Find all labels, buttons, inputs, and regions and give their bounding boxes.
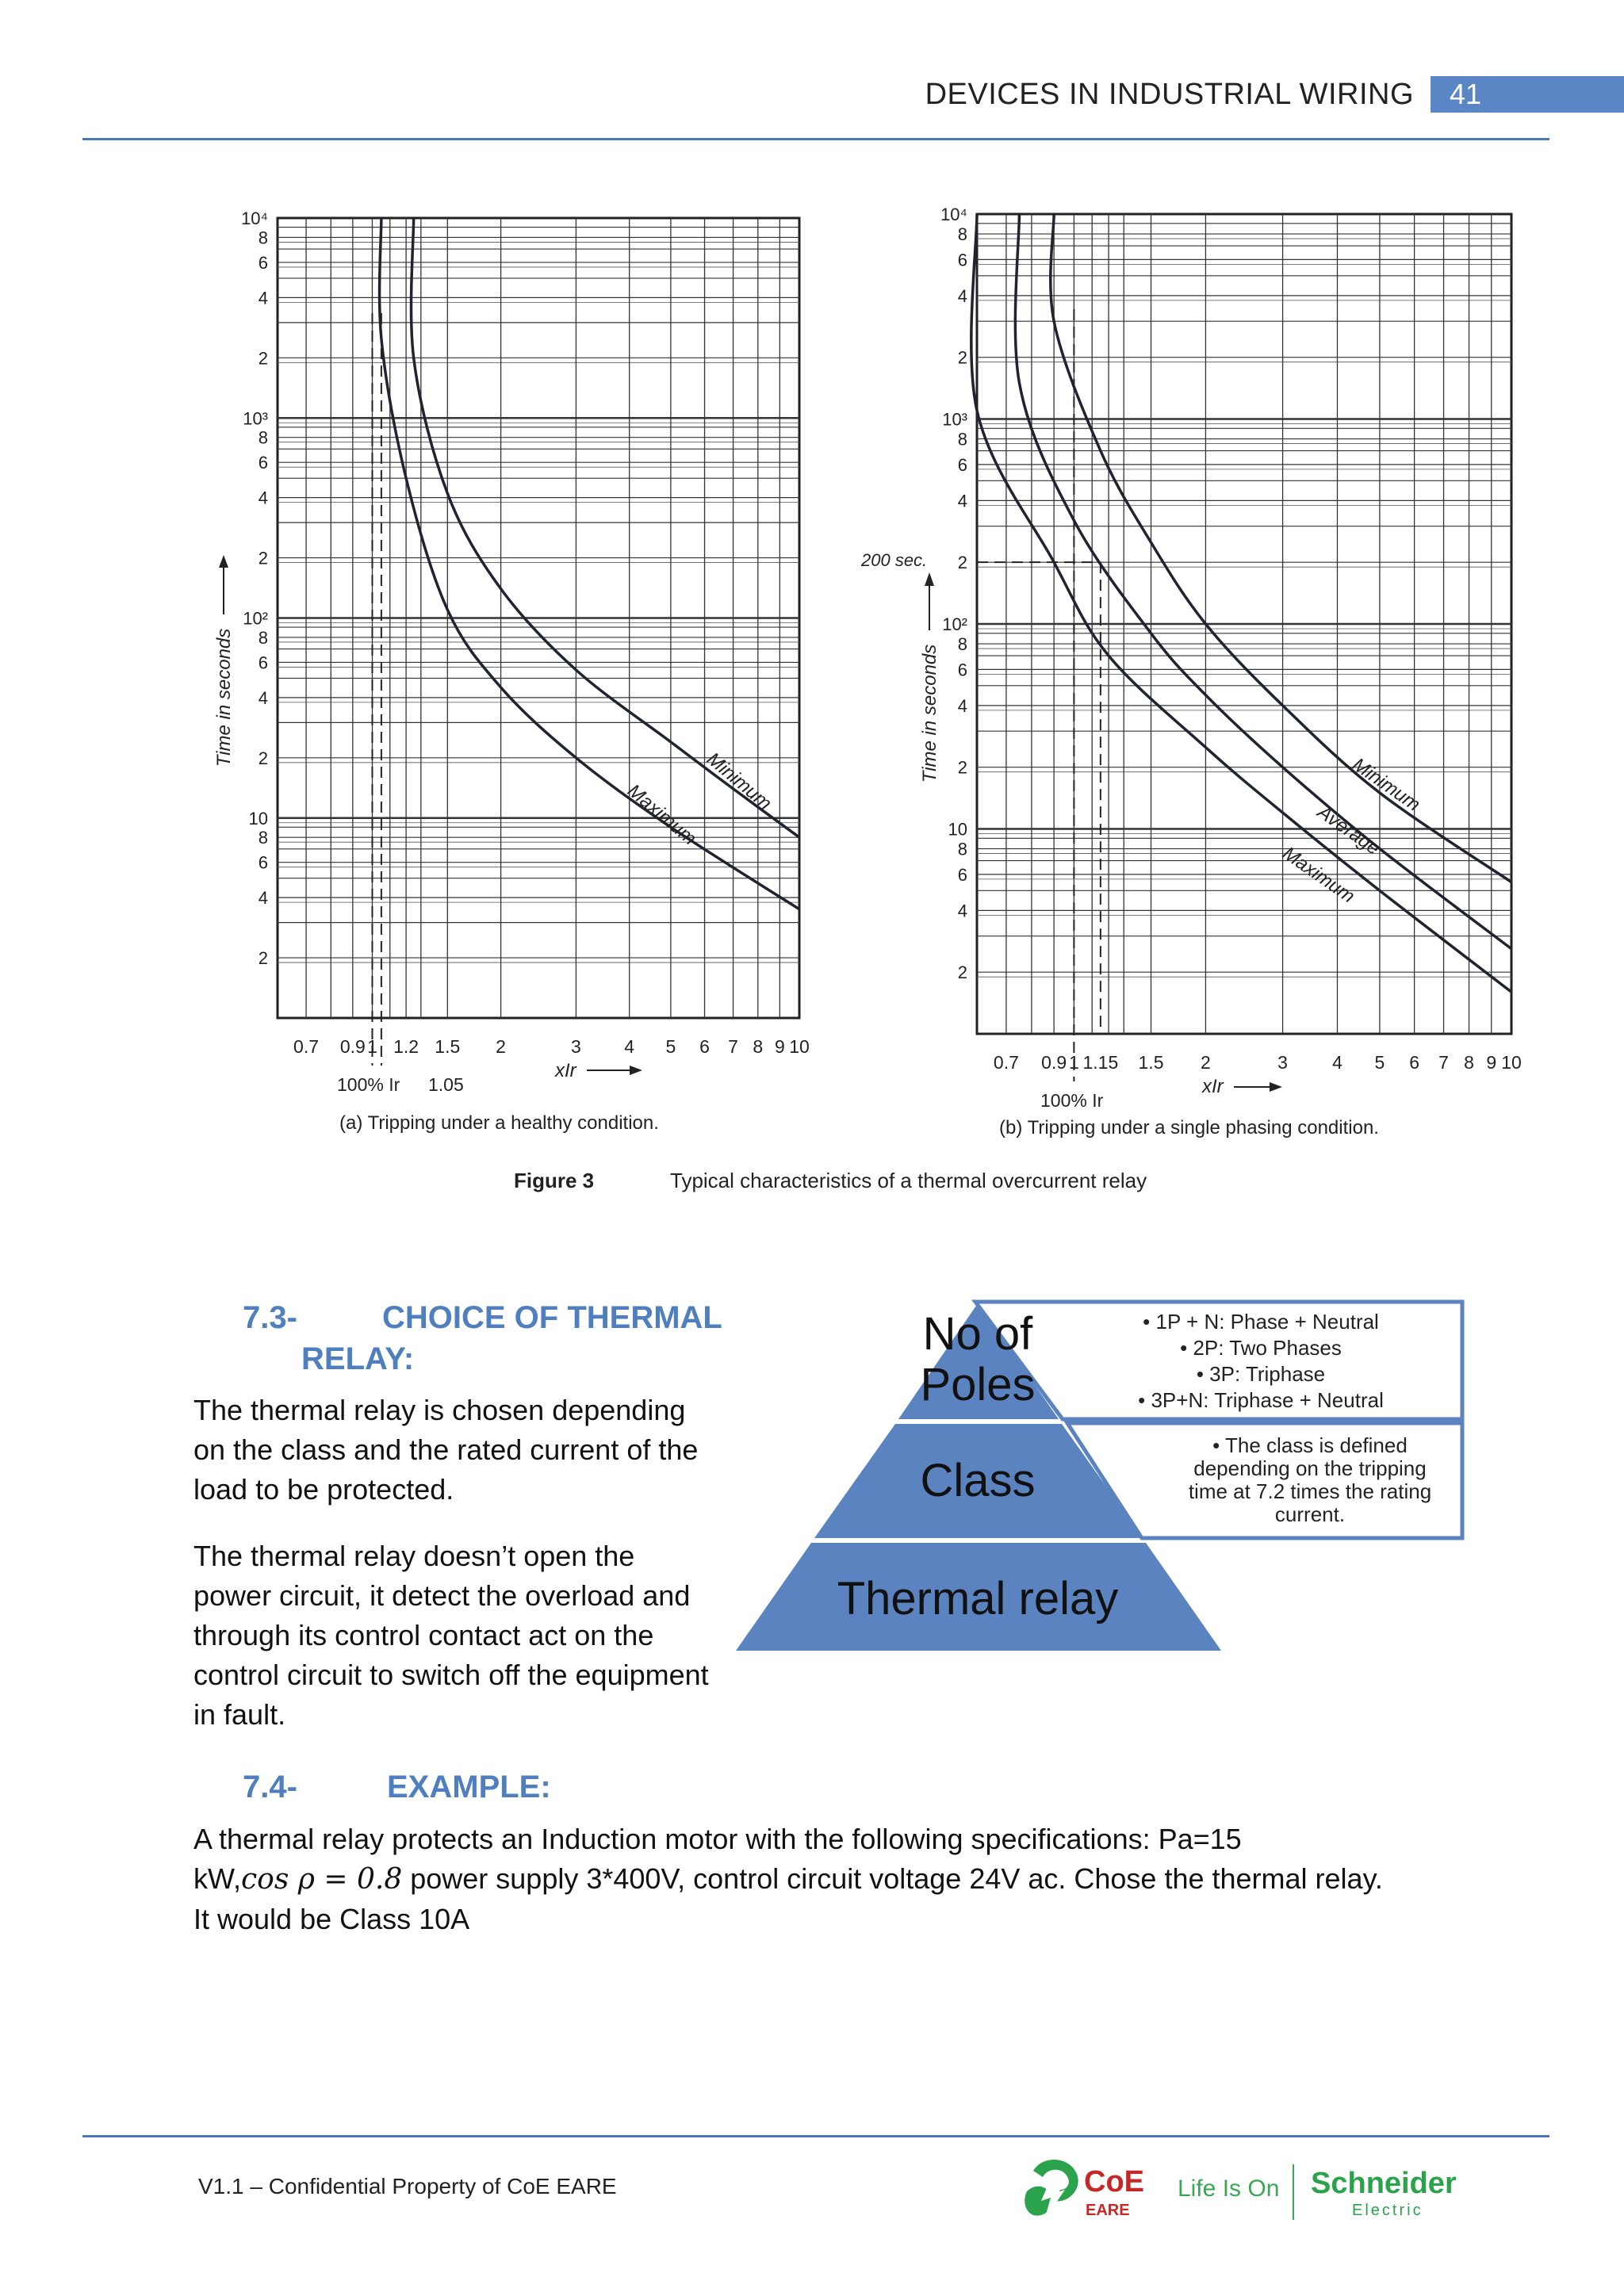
y-tick-label-b: 8 <box>957 839 967 859</box>
y-tick-label-b: 4 <box>957 285 967 306</box>
marker-100-a: 100% Ir <box>337 1074 400 1095</box>
section-7-4-number: 7.4- <box>243 1770 297 1804</box>
section-7-3-title-line1: CHOICE OF THERMAL <box>382 1300 722 1335</box>
y-tick-label-a: 2 <box>258 948 268 969</box>
x-tick-label-b: 2 <box>1201 1052 1211 1073</box>
life-is-on-tagline: Life Is On <box>1178 2175 1280 2202</box>
example-line-1: A thermal relay protects an Induction motor with the following specifications: Pa=15 <box>193 1823 1242 1855</box>
coe-logo-icon <box>1025 2160 1078 2220</box>
x-tick-label-b: 6 <box>1409 1052 1420 1073</box>
pyramid-middle-label: Class <box>920 1455 1036 1506</box>
y-tick-label-a: 4 <box>258 888 268 909</box>
x-axis-label-b: xIr <box>1202 1076 1224 1097</box>
curve-label-average-b: Average <box>1313 801 1384 859</box>
curve-label-minimum-a: Minimum <box>703 748 776 815</box>
x-tick-label-b: 7 <box>1438 1052 1449 1073</box>
y-tick-label-a: 10³ <box>243 408 268 429</box>
x-tick-label-b: 3 <box>1277 1052 1288 1073</box>
y-tick-label-a: 4 <box>258 488 268 508</box>
y-tick-label-b: 4 <box>957 491 967 511</box>
figure-label: Figure 3 <box>514 1169 595 1192</box>
x-tick-label-a: 9 <box>774 1036 785 1057</box>
y-tick-label-b: 6 <box>957 864 967 885</box>
y-tick-label-b: 10³ <box>942 409 967 430</box>
pyramid-top-label-line2: Poles <box>920 1359 1036 1410</box>
x-tick-label-a: 1 <box>367 1036 377 1057</box>
y-axis-label-b: Time in seconds <box>919 644 940 783</box>
y-tick-label-a: 8 <box>258 627 268 648</box>
poles-bullet-4: • 3P+N: Triphase + Neutral <box>1138 1388 1384 1412</box>
chart-panel-b <box>940 205 1522 1081</box>
x-tick-label-a: 0.7 <box>293 1036 320 1057</box>
x-tick-label-b: 9 <box>1486 1052 1497 1073</box>
x-tick-label-b: 10 <box>1501 1052 1522 1073</box>
curve-maximum-a <box>380 218 799 909</box>
marker-200-sec: 200 sec. <box>861 550 928 570</box>
caption-panel-a: (a) Tripping under a healthy condition. <box>339 1112 659 1134</box>
section-7-3-number: 7.3- <box>243 1300 297 1335</box>
y-tick-label-b: 8 <box>957 634 967 655</box>
example-line-3: It would be Class 10A <box>193 1903 470 1935</box>
marker-105-a: 1.05 <box>428 1074 464 1095</box>
x-tick-label-b: 5 <box>1374 1052 1385 1073</box>
section-7-4-title: EXAMPLE: <box>387 1770 551 1804</box>
example-line-2: kW,cos ρ = 0.8 power supply 3*400V, control circuit voltage 24V ac. Chose the thermal relay. <box>193 1862 1383 1896</box>
y-tick-label-b: 2 <box>957 962 967 983</box>
pyramid-top-label-line1: No of <box>922 1308 1033 1360</box>
y-tick-label-b: 8 <box>957 429 967 450</box>
curve-label-maximum-a: Maximum <box>623 779 701 850</box>
electric-wordmark: Electric <box>1352 2202 1423 2219</box>
x-tick-label-b: 4 <box>1332 1052 1342 1073</box>
curve-maximum-b <box>971 214 1511 992</box>
footer-rule <box>82 2135 1549 2137</box>
y-tick-label-a: 8 <box>258 828 268 848</box>
y-tick-label-b: 4 <box>957 901 967 921</box>
y-tick-label-a: 10² <box>243 608 268 629</box>
cos-rho-formula: cos ρ = 0.8 <box>241 1863 403 1896</box>
section-7-3-heading <box>243 1300 722 1336</box>
x-tick-label-b: 1.15 <box>1082 1052 1119 1073</box>
y-tick-label-b: 6 <box>957 250 967 270</box>
y-tick-label-a: 4 <box>258 687 268 708</box>
class-note-line-1: • The class is defined <box>1212 1433 1408 1457</box>
y-tick-label-b: 2 <box>957 347 967 368</box>
class-note-line-3: time at 7.2 times the rating <box>1188 1479 1432 1503</box>
footer-logos <box>1019 2155 1463 2226</box>
y-tick-label-b: 2 <box>957 757 967 778</box>
x-tick-label-a: 8 <box>753 1036 764 1057</box>
y-tick-label-a: 10 <box>248 808 268 828</box>
class-note-line-2: depending on the tripping <box>1193 1456 1427 1480</box>
y-tick-label-b: 6 <box>957 660 967 680</box>
section-7-3-para1: The thermal relay is chosen depending on the class and the rated current of the load to be protected. <box>193 1394 699 1506</box>
x-tick-label-a: 0.9 <box>339 1036 366 1057</box>
y-tick-label-a: 6 <box>258 652 268 673</box>
page-header-title: DEVICES IN INDUSTRIAL WIRING <box>925 78 1414 111</box>
thermal-relay-pyramid <box>714 1292 1507 1665</box>
x-tick-label-a: 6 <box>699 1036 710 1057</box>
x-tick-label-b: 1 <box>1068 1052 1079 1073</box>
schneider-wordmark: Schneider <box>1311 2167 1457 2200</box>
coe-wordmark: CoE <box>1084 2165 1144 2198</box>
poles-bullet-3: • 3P: Triphase <box>1196 1362 1326 1386</box>
y-tick-label-a: 6 <box>258 852 268 873</box>
poles-bullet-1: • 1P + N: Phase + Neutral <box>1143 1310 1379 1334</box>
curve-label-minimum-b: Minimum <box>1348 753 1424 816</box>
curve-minimum-b <box>1051 214 1511 882</box>
y-tick-label-b: 6 <box>957 454 967 475</box>
y-tick-label-a: 2 <box>258 748 268 768</box>
x-tick-label-a: 5 <box>665 1036 676 1057</box>
y-tick-label-a: 8 <box>258 228 268 248</box>
y-tick-label-a: 10⁴ <box>241 209 268 228</box>
section-7-3-title-line2: RELAY: <box>301 1341 415 1376</box>
x-tick-label-a: 3 <box>571 1036 581 1057</box>
chart-panel-a <box>241 209 810 1066</box>
section-7-4-body <box>193 1820 1542 1939</box>
x-tick-label-b: 8 <box>1464 1052 1474 1073</box>
x-tick-label-a: 7 <box>728 1036 738 1057</box>
marker-100-b: 100% Ir <box>1040 1090 1104 1111</box>
x-tick-label-a: 2 <box>496 1036 506 1057</box>
caption-panel-b: (b) Tripping under a single phasing condition. <box>999 1117 1379 1138</box>
y-axis-label-a: Time in seconds <box>213 628 235 767</box>
footer-text: V1.1 – Confidential Property of CoE EARE <box>198 2174 617 2198</box>
y-tick-label-a: 4 <box>258 288 268 308</box>
curve-label-maximum-b: Maximum <box>1278 842 1359 908</box>
class-note-line-4: current. <box>1274 1502 1346 1526</box>
y-tick-label-a: 2 <box>258 548 268 568</box>
curve-minimum-a <box>412 218 799 837</box>
y-tick-label-b: 10⁴ <box>940 205 967 224</box>
poles-bullet-2: • 2P: Two Phases <box>1180 1336 1342 1360</box>
x-tick-label-a: 4 <box>624 1036 635 1057</box>
y-tick-label-a: 6 <box>258 453 268 473</box>
y-tick-label-a: 6 <box>258 252 268 273</box>
page-number: 41 <box>1431 76 1624 113</box>
figure-caption: Typical characteristics of a thermal overcurrent relay <box>670 1169 1147 1192</box>
x-axis-label-a: xIr <box>555 1060 576 1081</box>
y-tick-label-b: 10 <box>948 819 967 840</box>
section-7-3-para2: The thermal relay doesn’t open the power circuit, it detect the overload and through its control contact act on the control circuit to switch off the equipment in fault. <box>193 1540 709 1731</box>
eare-wordmark: EARE <box>1086 2202 1130 2219</box>
pyramid-bottom-label: Thermal relay <box>837 1573 1119 1624</box>
x-tick-label-a: 1.5 <box>435 1036 461 1057</box>
y-tick-label-a: 8 <box>258 427 268 448</box>
x-tick-label-a: 10 <box>789 1036 810 1057</box>
section-7-4-heading <box>243 1770 551 1805</box>
y-tick-label-a: 2 <box>258 348 268 369</box>
y-tick-label-b: 2 <box>957 553 967 573</box>
x-tick-label-a: 1.2 <box>393 1036 419 1057</box>
y-tick-label-b: 4 <box>957 695 967 716</box>
y-tick-label-b: 10² <box>942 614 967 634</box>
x-tick-label-b: 0.9 <box>1041 1052 1067 1073</box>
x-tick-label-b: 0.7 <box>993 1052 1019 1073</box>
y-tick-label-b: 8 <box>957 224 967 245</box>
section-7-3-body <box>193 1391 709 1762</box>
x-tick-label-b: 1.5 <box>1138 1052 1164 1073</box>
